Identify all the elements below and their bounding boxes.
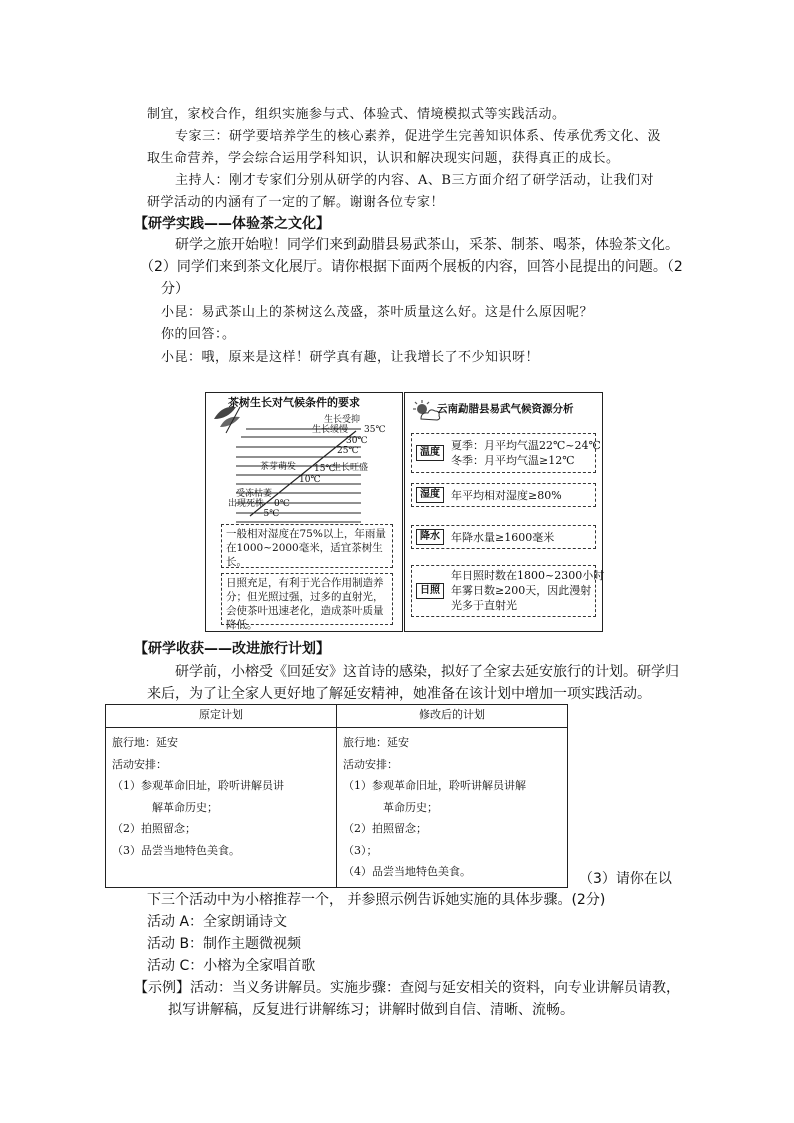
tag-humidity: 湿度 — [416, 487, 444, 503]
col-header-modified: 修改后的计划 — [337, 705, 568, 728]
plan-line: （2）拍照留念； — [343, 822, 427, 835]
text-line: 制宜，家校合作，组织实施参与式、体验式、情境模拟式等实践活动。 — [147, 107, 566, 122]
tag-sunlight: 日照 — [416, 583, 444, 599]
board-title: 茶树生长对气候条件的要求 — [228, 396, 360, 409]
sunlight-box — [221, 573, 393, 631]
tag-temperature: 温度 — [416, 445, 444, 461]
text-line: 研学之旅开始啦！同学们来到勐腊县易武茶山，采茶、制茶、喝茶，体验茶文化。 — [175, 237, 679, 253]
temp-0: 0℃ — [274, 499, 290, 509]
text-line: 主持人：刚才专家们分别从研学的内容、A、B三方面介绍了研学活动，让我们对 — [175, 173, 654, 188]
activity-b: 活动 B：制作主题微视频 — [147, 936, 302, 952]
temp-15: 15℃ — [314, 464, 336, 474]
activity-c: 活动 C：小榕为全家唱首歌 — [147, 958, 316, 974]
plan-line: （1）参观革命旧址，聆听讲解员讲解 — [343, 779, 526, 792]
label-vigorous: 生长旺盛 — [332, 463, 369, 473]
text-line: 取生命营养，学会综合运用学科知识，认识和解决现实问题，获得真正的成长。 — [147, 151, 620, 166]
tag-rainfall: 降水 — [416, 529, 444, 545]
example-line: 拟写讲解稿，反复进行讲解练习；讲解时做到自信、清晰、流畅。 — [168, 1002, 574, 1018]
label-dead: 出现死株 — [228, 499, 265, 509]
text-line: 研学活动的内涵有了一定的了解。谢谢各位专家！ — [147, 195, 445, 210]
dialogue-line: 小昆：哦，原来是这样！研学真有趣，让我增长了不少知识呀！ — [161, 350, 540, 365]
text-line: 来后，为了让全家人更好地了解延安精神，她准备在该计划中增加一项实践活动。 — [147, 686, 651, 702]
plan-line: （4）品尝当地特色美食。 — [343, 865, 471, 878]
tea-climate-board — [205, 392, 403, 632]
row-text: 年降水量≥1600毫米 — [451, 531, 555, 544]
row-text: 年平均相对湿度≥80% — [451, 489, 562, 502]
row-text: 年雾日数≥200天，因此漫射 — [451, 584, 592, 597]
tea-leaf-icon — [214, 407, 240, 433]
plan-line: 解革命历史； — [152, 800, 218, 814]
box-text: 日照充足，有利于光合作用制造养分；但光照过强，过多的直射光，会使茶叶迅速老化，造成茶叶质量降低。 — [226, 577, 384, 631]
label-slow: 生长缓慢 — [312, 425, 349, 435]
original-plan-cell — [106, 728, 337, 888]
label-frozen: 受冻枯萎 — [236, 489, 273, 499]
question-2-cont: 分） — [161, 281, 189, 297]
row-text: 年日照时数在1800~2300小时 — [451, 569, 605, 582]
plan-line: （2）拍照留念； — [112, 822, 196, 835]
question-2: （2）同学们来到茶文化展厅。请你根据下面两个展板的内容，回答小昆提出的问题。（2 — [140, 259, 683, 275]
section-heading: 【研学实践——体验茶之文化】 — [134, 216, 330, 232]
plan-line: （3）品尝当地特色美食。 — [112, 843, 240, 857]
activity-a: 活动 A：全家朗诵诗文 — [147, 914, 288, 930]
example-line: 【示例】活动：当义务讲解员。实施步骤：查阅与延安相关的资料，向专业讲解员请教， — [134, 980, 680, 996]
answer-line: 你的回答：。 — [161, 327, 236, 342]
travel-plan-table — [105, 704, 568, 888]
row-text: 夏季：月平均气温22℃~24℃ — [451, 439, 601, 452]
temp-30: 30℃ — [346, 436, 368, 446]
plan-line: 活动安排： — [112, 757, 167, 771]
temp-10: 10℃ — [299, 475, 321, 485]
dialogue-line: 小昆：易武茶山上的茶树这么茂盛，茶叶质量这么好。这是什么原因呢？ — [161, 305, 594, 320]
label-inhibited: 生长受抑 — [324, 415, 361, 425]
plan-line: 旅行地：延安 — [343, 736, 409, 749]
temp-minus5: −5℃ — [256, 509, 280, 519]
section-heading: 【研学收获——改进旅行计划】 — [134, 641, 330, 657]
yiwu-climate-board — [404, 392, 603, 632]
row-text: 冬季：月平均气温≥12℃ — [451, 454, 575, 467]
plan-line: 革命历史； — [383, 800, 438, 814]
box-text: 一般相对湿度在75%以上，年雨量在1000~2000毫米，适宜茶树生长。 — [226, 528, 386, 568]
col-header-original: 原定计划 — [106, 705, 337, 728]
question-3-cont: 下三个活动中为小榕推荐一个， 并参照示例告诉她实施的具体步骤。(2分) — [147, 892, 606, 908]
text-line: 研学前，小榕受《回延安》这首诗的感染，拟好了全家去延安旅行的计划。研学归 — [175, 664, 679, 680]
row-text: 光多于直射光 — [451, 599, 517, 612]
label-sprouting: 茶芽萌发 — [260, 462, 297, 472]
plan-line: 活动安排： — [343, 757, 398, 771]
plan-blank-line: （3）； — [343, 843, 378, 857]
question-3: （3）请你在以 — [579, 871, 672, 887]
plan-line: （1）参观革命旧址，聆听讲解员讲 — [112, 779, 284, 792]
board-title: 云南勐腊县易武气候资源分析 — [437, 403, 574, 415]
plan-line: 旅行地：延安 — [112, 736, 178, 749]
text-line: 专家三：研学要培养学生的核心素养，促进学生完善知识体系、传承优秀文化、汲 — [175, 129, 662, 144]
temp-25: 25℃ — [337, 446, 359, 456]
temp-35: 35℃ — [364, 425, 386, 435]
humidity-rain-box — [221, 524, 393, 568]
modified-plan-cell — [337, 728, 568, 888]
